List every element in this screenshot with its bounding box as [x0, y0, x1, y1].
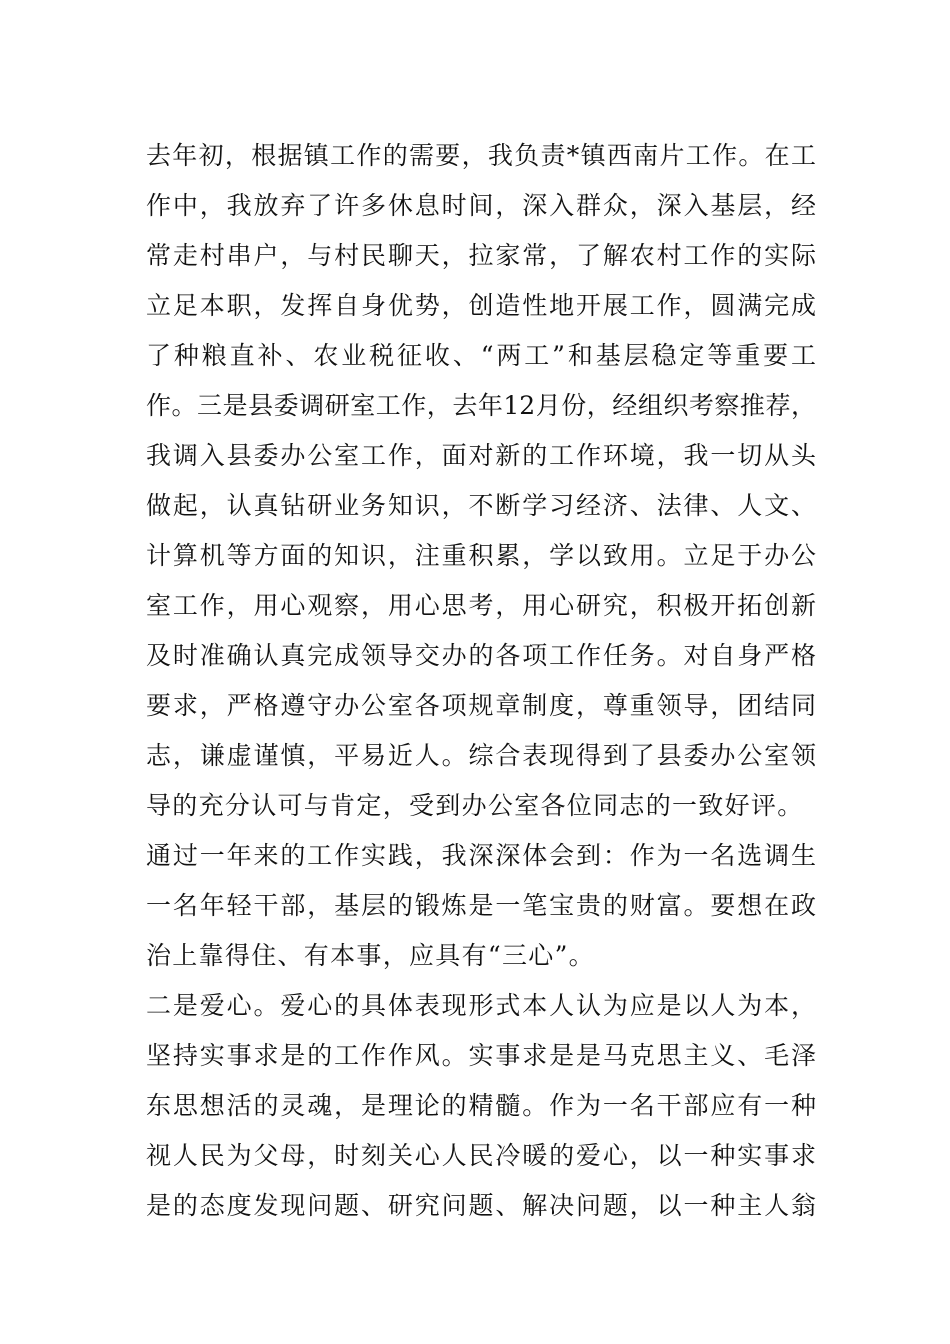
text-line: 去年初，根据镇工作的需要，我负责*镇西南片工作。在工 [146, 141, 816, 170]
text-line: 志，谦虚谨慎，平易近人。综合表现得到了县委办公室领 [146, 741, 816, 770]
text-line: 是的态度发现问题、研究问题、解决问题，以一种主人翁 [146, 1191, 816, 1220]
text-line: 一名年轻干部，基层的锻炼是一笔宝贵的财富。要想在政 [146, 891, 816, 920]
text-line: 坚持实事求是的工作作风。实事求是是马克思主义、毛泽 [146, 1041, 816, 1070]
text-line: 导的充分认可与肯定，受到办公室各位同志的一致好评。 [146, 791, 804, 820]
body-text [146, 131, 816, 1231]
text-line: 了种粮直补、农业税征收、“两工”和基层稳定等重要工 [146, 341, 816, 370]
text-line: 作。三是县委调研室工作，去年12月份，经组织考察推荐， [146, 391, 816, 420]
text-line: 治上靠得住、有本事，应具有“三心”。 [146, 941, 595, 970]
text-line: 立足本职，发挥自身优势，创造性地开展工作，圆满完成 [146, 291, 816, 320]
text-line: 及时准确认真完成领导交办的各项工作任务。对自身严格 [146, 641, 816, 670]
text-line: 常走村串户，与村民聊天，拉家常，了解农村工作的实际 [146, 241, 816, 270]
text-line: 室工作，用心观察，用心思考，用心研究，积极开拓创新 [146, 591, 816, 620]
text-line: 计算机等方面的知识，注重积累，学以致用。立足于办公 [146, 541, 816, 570]
text-line: 东思想活的灵魂，是理论的精髓。作为一名干部应有一种 [146, 1091, 816, 1120]
text-line: 我调入县委办公室工作，面对新的工作环境，我一切从头 [146, 441, 816, 470]
text-line: 做起，认真钻研业务知识，不断学习经济、法律、人文、 [146, 491, 816, 520]
text-line: 二是爱心。爱心的具体表现形式本人认为应是以人为本， [146, 991, 816, 1020]
text-line: 视人民为父母，时刻关心人民冷暖的爱心，以一种实事求 [146, 1141, 816, 1170]
text-line: 要求，严格遵守办公室各项规章制度，尊重领导，团结同 [146, 691, 816, 720]
text-line: 作中，我放弃了许多休息时间，深入群众，深入基层，经 [146, 191, 816, 220]
text-line: 通过一年来的工作实践，我深深体会到：作为一名选调生 [146, 841, 816, 870]
